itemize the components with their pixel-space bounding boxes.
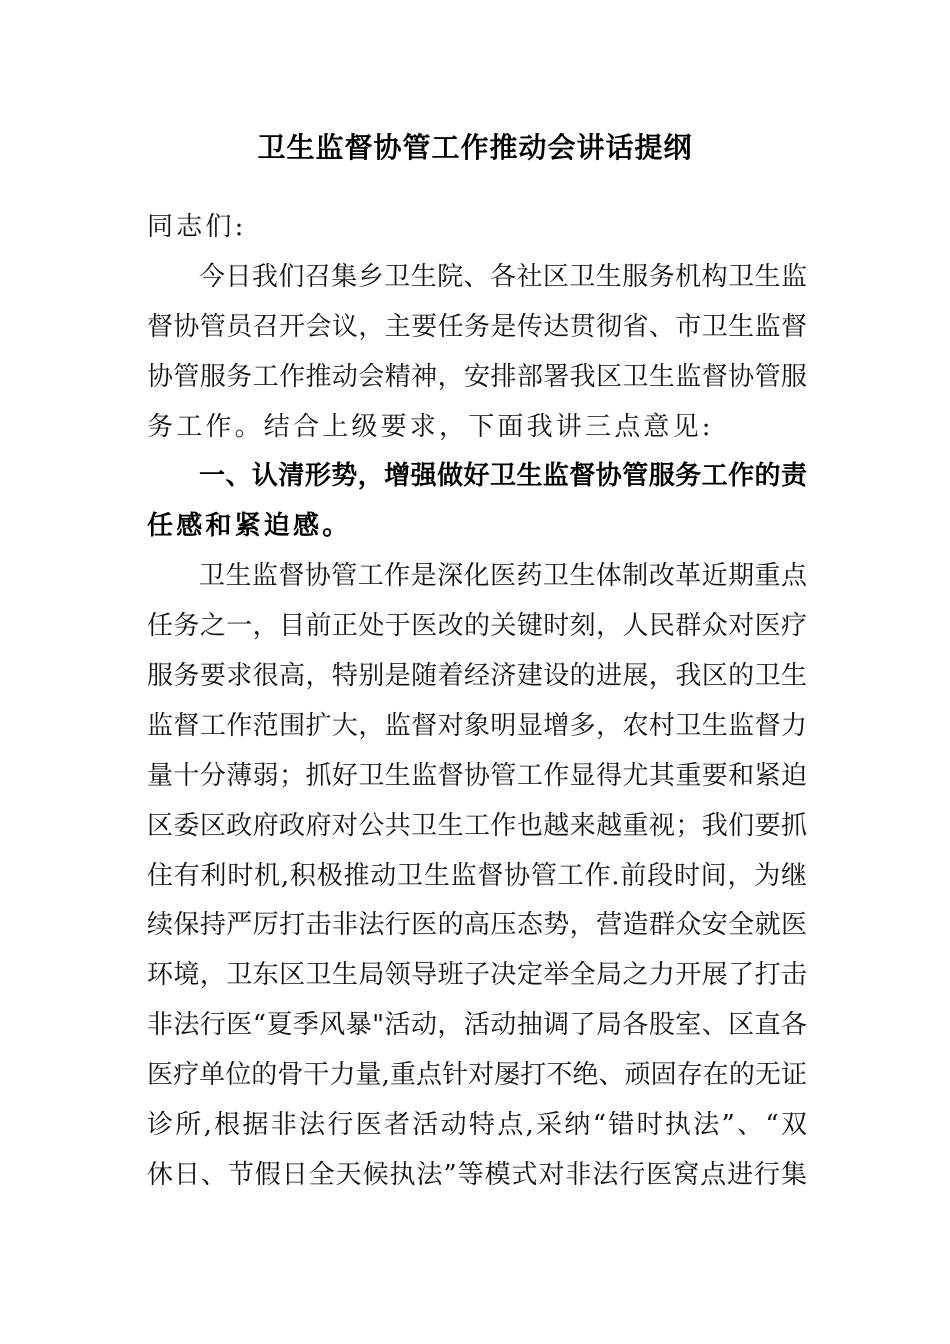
paragraph-line: 今日我们召集乡卫生院、各社区卫生服务机构卫生监 bbox=[199, 261, 807, 292]
paragraph-line: 服务要求很高，特别是随着经济建设的进展，我区的卫生 bbox=[147, 661, 807, 692]
paragraph-line: 量十分薄弱；抓好卫生监督协管工作显得尤其重要和紧迫 bbox=[147, 760, 807, 791]
salutation: 同志们: bbox=[147, 212, 247, 242]
paragraph-line: 监督工作范围扩大，监督对象明显增多，农村卫生监督力 bbox=[147, 710, 807, 741]
paragraph-line: 休日、节假日全天候执法”等模式对非法行医窝点进行集 bbox=[147, 1159, 807, 1190]
paragraph-line: 督协管员召开会议，主要任务是传达贯彻省、市卫生监督 bbox=[147, 311, 807, 342]
paragraph-line: 续保持严厉打击非法行医的高压态势，营造群众安全就医 bbox=[147, 910, 807, 941]
paragraph-line: 环境，卫东区卫生局领导班子决定举全局之力开展了打击 bbox=[147, 960, 807, 991]
paragraph-line: 区委区政府政府对公共卫生工作也越来越重视；我们要抓 bbox=[147, 810, 807, 841]
paragraph-line: 卫生监督协管工作是深化医药卫生体制改革近期重点 bbox=[199, 561, 807, 592]
section-heading-line: 任感和紧迫感。 bbox=[147, 511, 352, 542]
paragraph-line: 住有利时机,积极推动卫生监督协管工作.前段时间，为继 bbox=[147, 860, 807, 891]
document-title: 卫生监督协管工作推动会讲话提纲 bbox=[257, 131, 693, 164]
section-heading-line: 一、认清形势，增强做好卫生监督协管服务工作的责 bbox=[199, 461, 807, 492]
paragraph-line: 非法行医“夏季风暴"活动，活动抽调了局各股室、区直各 bbox=[147, 1010, 807, 1041]
paragraph-line: 医疗单位的骨干力量,重点针对屡打不绝、顽固存在的无证 bbox=[147, 1060, 807, 1091]
paragraph-line: 协管服务工作推动会精神，安排部署我区卫生监督协管服 bbox=[147, 361, 807, 392]
document-body bbox=[147, 203, 807, 1201]
paragraph-line: 任务之一，目前正处于医改的关键时刻，人民群众对医疗 bbox=[147, 611, 807, 642]
paragraph-line: 诊所,根据非法行医者活动特点,采纳“错时执法”、“双 bbox=[147, 1110, 807, 1141]
paragraph-line: 务工作。结合上级要求，下面我讲三点意见: bbox=[147, 411, 714, 442]
